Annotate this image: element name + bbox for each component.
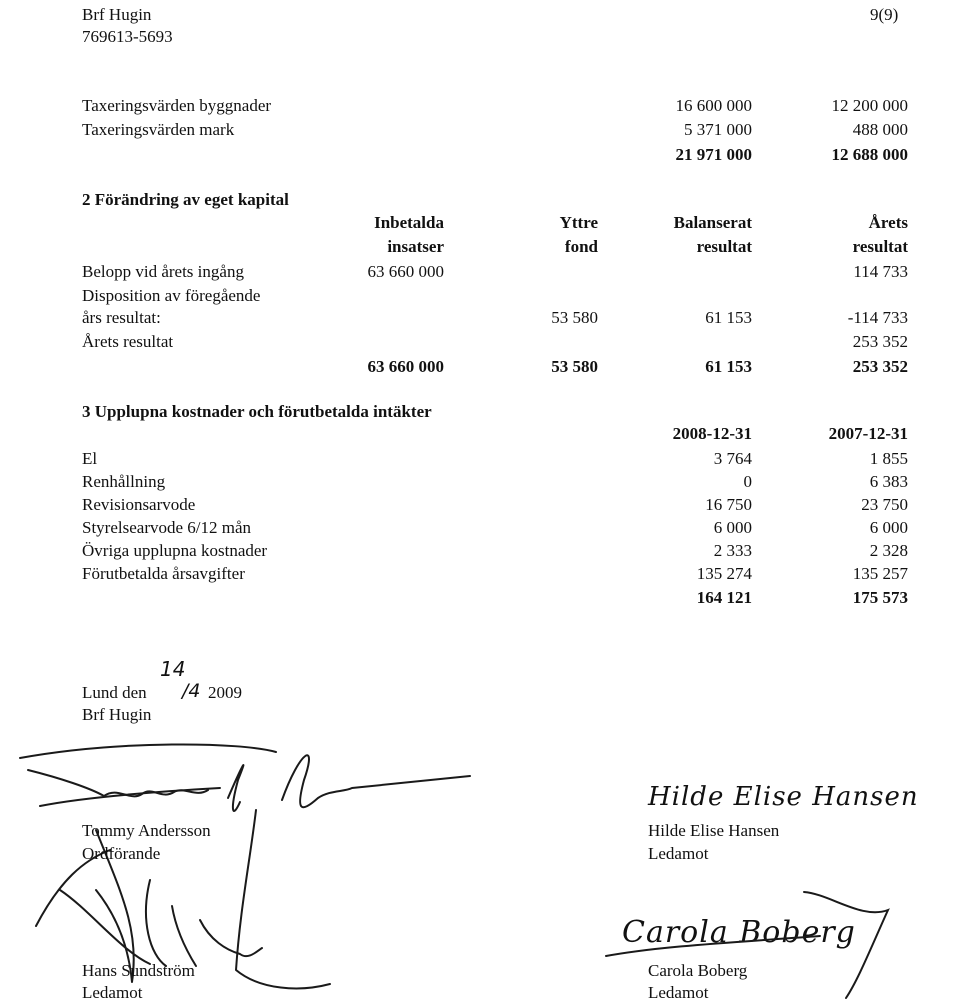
handwritten-month: /4 <box>182 680 201 702</box>
signatory-role: Ordförande <box>82 844 161 863</box>
accruals-col-header: 2008-12-31 <box>672 424 752 443</box>
handwritten-day: 14 <box>160 657 186 681</box>
accrual-value: 6 000 <box>869 518 908 537</box>
equity-header-line1: Inbetalda <box>374 213 444 232</box>
equity-total: 253 352 <box>852 357 908 376</box>
signing-place: Lund den <box>82 683 147 702</box>
equity-title: 2 Förändring av eget kapital <box>82 190 289 209</box>
signature-tommy-andersson <box>0 740 480 1000</box>
accrual-row-label: Renhållning <box>82 472 166 491</box>
accrual-value: 135 257 <box>852 564 908 583</box>
accrual-row-label: Övriga upplupna kostnader <box>82 541 268 560</box>
equity-header-line1: Yttre <box>559 213 598 232</box>
signing-org: Brf Hugin <box>82 705 152 724</box>
accrual-value: 2 333 <box>713 541 752 560</box>
signatory-name: Hans Sundström <box>82 961 195 980</box>
accrual-value: 1 855 <box>869 449 908 468</box>
accrual-value: 6 383 <box>869 472 908 491</box>
signatory-role: Ledamot <box>648 983 709 1002</box>
signatory-name: Hilde Elise Hansen <box>648 821 780 840</box>
tax-row-label: Taxeringsvärden mark <box>82 120 235 139</box>
equity-cell: 61 153 <box>705 308 752 327</box>
org-number: 769613-5693 <box>82 27 173 46</box>
signature-flourish <box>600 880 900 1000</box>
signature-carola-boberg: Carola Boberg <box>622 915 856 950</box>
accrual-row-label: Förutbetalda årsavgifter <box>82 564 245 583</box>
accruals-title: 3 Upplupna kostnader och förutbetalda intäkter <box>82 402 432 421</box>
equity-row-label: års resultat: <box>82 308 161 327</box>
accruals-total: 164 121 <box>696 588 752 607</box>
accrual-value: 0 <box>743 472 752 491</box>
signature-hilde-elise-hansen: Hilde Elise Hansen <box>648 782 919 812</box>
accrual-row-label: Revisionsarvode <box>82 495 196 514</box>
accrual-row-label: El <box>82 449 98 468</box>
equity-cell: 63 660 000 <box>367 262 444 281</box>
equity-header-line2: resultat <box>852 237 908 256</box>
accruals-col-header: 2007-12-31 <box>828 424 908 443</box>
equity-header-line2: insatser <box>387 237 444 256</box>
tax-row-value-current: 5 371 000 <box>684 120 752 139</box>
signatory-role: Ledamot <box>648 844 709 863</box>
tax-row-value-previous: 12 200 000 <box>831 96 908 115</box>
org-name: Brf Hugin <box>82 5 152 24</box>
equity-header-line2: resultat <box>696 237 752 256</box>
equity-cell: 114 733 <box>853 262 908 281</box>
equity-header-line1: Årets <box>868 213 908 232</box>
tax-row-value-current: 16 600 000 <box>675 96 752 115</box>
accrual-value: 16 750 <box>705 495 752 514</box>
equity-header-line2: fond <box>564 237 598 256</box>
accrual-row-label: Styrelsearvode 6/12 mån <box>82 518 252 537</box>
tax-row-value-previous: 488 000 <box>852 120 908 139</box>
accrual-value: 2 328 <box>869 541 908 560</box>
accrual-value: 3 764 <box>713 449 752 468</box>
accrual-value: 6 000 <box>713 518 752 537</box>
equity-row-label: Disposition av föregående <box>82 286 261 305</box>
equity-header-line1: Balanserat <box>673 213 752 232</box>
equity-cell: 253 352 <box>852 332 908 351</box>
tax-total-current: 21 971 000 <box>675 145 752 164</box>
signing-year: 2009 <box>208 683 242 702</box>
equity-total: 53 580 <box>551 357 598 376</box>
signatory-role: Ledamot <box>82 983 143 1002</box>
page-number: 9(9) <box>870 5 899 24</box>
signatory-name: Tommy Andersson <box>82 821 211 840</box>
tax-row-label: Taxeringsvärden byggnader <box>82 96 272 115</box>
accruals-total: 175 573 <box>852 588 908 607</box>
equity-total: 61 153 <box>705 357 752 376</box>
equity-row-label: Årets resultat <box>82 332 174 351</box>
signatory-name: Carola Boberg <box>648 961 748 980</box>
tax-total-previous: 12 688 000 <box>831 145 908 164</box>
accrual-value: 23 750 <box>861 495 908 514</box>
equity-cell: -114 733 <box>847 308 908 327</box>
equity-row-label: Belopp vid årets ingång <box>82 262 244 281</box>
equity-total: 63 660 000 <box>367 357 444 376</box>
accrual-value: 135 274 <box>696 564 752 583</box>
equity-cell: 53 580 <box>551 308 598 327</box>
